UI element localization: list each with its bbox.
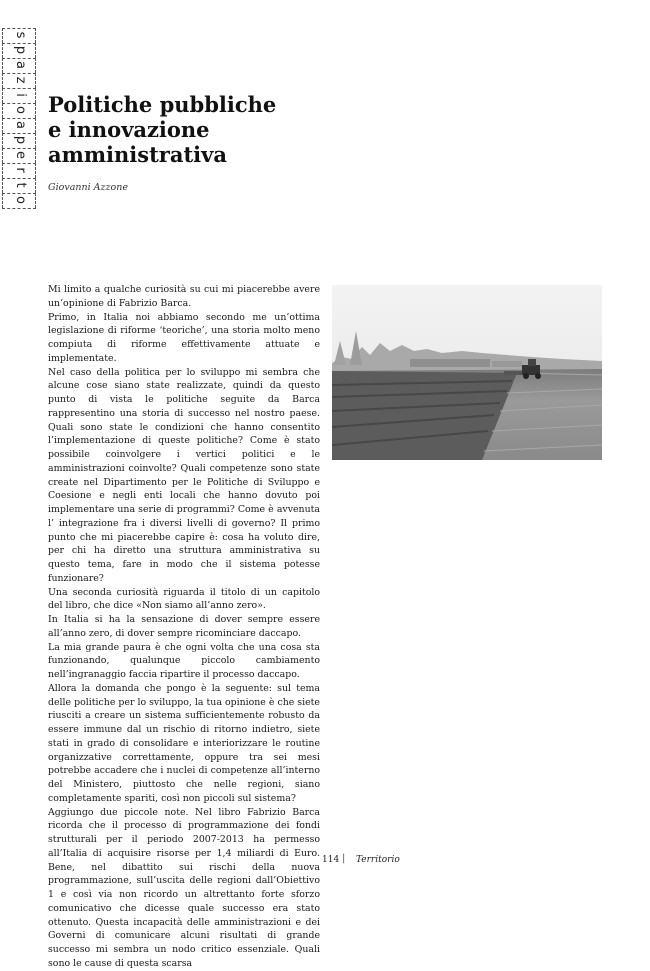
section-tab-letter: e [13,151,28,159]
section-tab-border [2,208,36,209]
section-tab-letter: a [13,121,28,129]
title-line-1: Politiche pubbliche [48,92,277,117]
paragraph: Nel caso della politica per lo sviluppo mi sembra che alcune cose siano state realizzate, quindi da questo punto di vista le politiche seguite da Barca rappresentino una storia di successo nel nostro paese. Quali sono state le condizioni che hanno consentito l’implementazione di queste politiche? Come è stato possibile coinvolgere i vertici politici e le amministrazioni coinvolte? Quali competenze sono state create nel Dipartimento per le Politiche di Sviluppo e Coesione e negli enti locali che hanno dovuto poi implementare una serie di programmi? Come è avvenuta l’ integrazione fra i diversi livelli di governo? Il primo punto che mi piacerebbe capire è: cosa ha voluto dire, per chi ha diretto una struttura amministrativa su questo tema, fare in modo che il sistema potesse funzionare? [48,366,320,584]
paragraph: In Italia si ha la sensazione di dover sempre essere all’anno zero, di dover sempre ricominciare daccapo. [48,614,320,639]
footer-separator: | [342,853,346,864]
paragraph: Allora la domanda che pongo è la seguente: sul tema delle politiche per lo sviluppo, la tua opinione è che siete riusciti a creare un sistema sufficientemente robusto da essere immune dal un rischio di ritorno indietro, siete stati in grado di consolidare e interiorizzare le routine organizzative correttamente, oppure tra sei mesi potrebbe accadere che i nuclei di competenze all’interno del Ministero, piuttosto che nelle regioni, siano completamente spariti, così non piccoli sul sistema? [48,682,320,804]
section-tab-letter: z [13,76,28,84]
article-author: Giovanni Azzone [48,182,129,193]
paragraph: Mi limito a qualche curiosità su cui mi piacerebbe avere un’opinione di Fabrizio Barca. [48,284,320,309]
paragraph: Primo, in Italia noi abbiamo secondo me un’ottima legislazione di riforme ‘teoriche’, una storia molto meno compiuta di riforme effettivamente attuate e implementate. [48,311,320,364]
section-tab-letter: t [13,182,28,188]
paragraph: Aggiungo due piccole note. Nel libro Fabrizio Barca ricorda che il processo di programmazione dei fondi strutturali per il periodo 2007-2013 ha permesso all’Italia di acquisire risorse per 1,4 miliardi di Euro. Bene, nel dibattito sui rischi della nuova programmazione, sull’uscita delle regioni dall’Obiettivo 1 e così via non ricordo un altrettanto forte sforzo comunicativo che dicesse quale successo era stato ottenuto. Questa incapacità delle amministrazioni e dei Governi di comunicare alcuni risultati di grande successo mi sembra un nodo critico essenziale. Quali sono le cause di questa scarsa [48,806,320,969]
section-tab [2,28,36,208]
section-tab-letter: o [13,106,28,114]
paragraph: La mia grande paura è che ogni volta che una cosa sta funzionando, qualunque piccolo cambiamento nell’ingranaggio faccia ripartire il processo daccapo. [48,641,320,680]
section-tab-letter: r [13,167,28,173]
section-tab-letter: a [13,61,28,69]
section-tab-letter: s [13,31,28,39]
tractor-field-image [332,285,602,460]
title-line-3: amministrativa [48,142,227,167]
section-tab-letter: i [13,93,28,97]
section-tab-letter: o [13,196,28,204]
article-title [48,92,348,167]
paragraph: Una seconda curiosità riguarda il titolo di un capitolo del libro, che dice «Non siamo all’anno zero». [48,586,320,612]
section-tab-letter: p [13,45,28,55]
field-photo [332,285,602,460]
page-number: 114 [322,855,340,865]
section-tab-letter: p [13,135,28,145]
title-line-2: e innovazione [48,117,210,142]
article-body [48,283,320,971]
journal-name: Territorio [356,855,400,865]
